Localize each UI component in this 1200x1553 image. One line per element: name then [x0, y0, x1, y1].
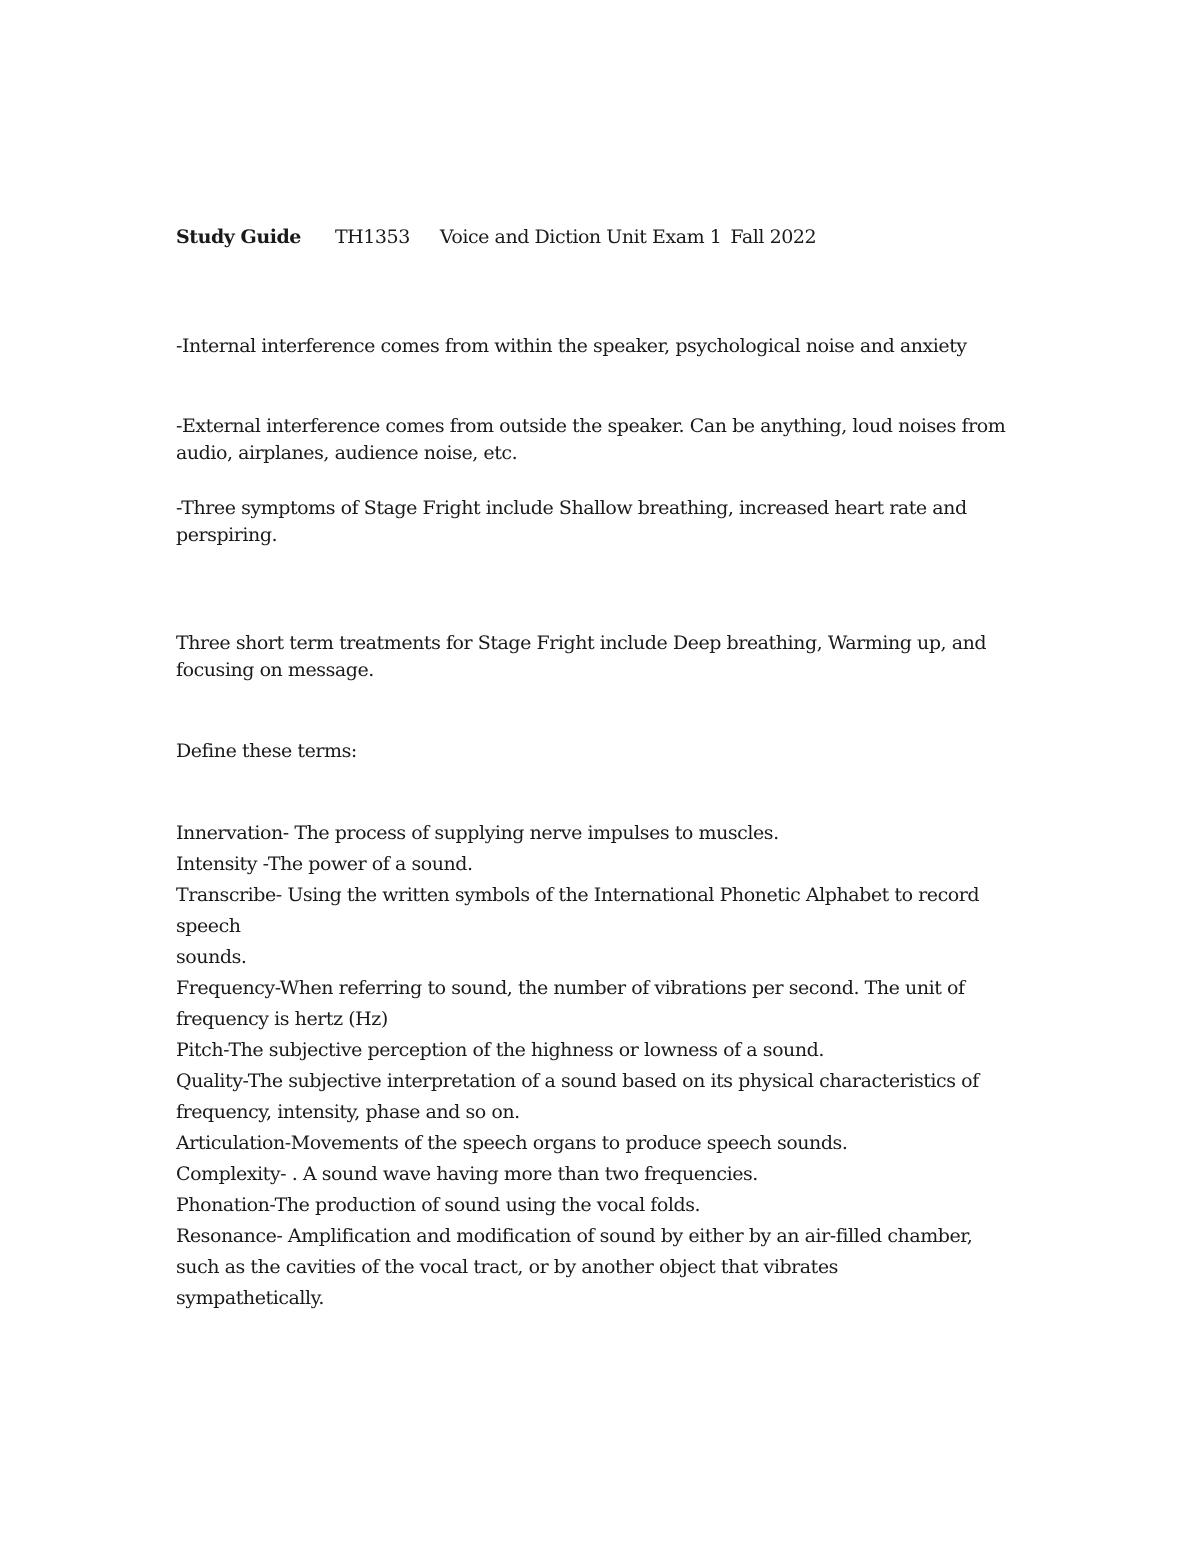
definition-line-transcribe-cont-1: speech	[176, 915, 241, 937]
study-guide-label: Study Guide	[176, 226, 301, 248]
stage-fright-treatments-line-2: focusing on message.	[176, 659, 374, 681]
definition-line-intensity: Intensity -The power of a sound.	[176, 853, 473, 875]
external-interference-paragraph	[176, 413, 1036, 467]
stage-fright-symptoms-paragraph	[176, 495, 1036, 549]
definition-line-frequency-cont: frequency is hertz (Hz)	[176, 1008, 388, 1030]
exam-term: Fall 2022	[730, 226, 817, 248]
definition-line-frequency: Frequency-When referring to sound, the number of vibrations per second. The unit of	[176, 977, 965, 999]
definition-line-pitch: Pitch-The subjective perception of the highness or lowness of a sound.	[176, 1039, 824, 1061]
internal-interference-paragraph	[176, 333, 1036, 360]
definition-line-transcribe-cont-2: sounds.	[176, 946, 247, 968]
define-terms-heading	[176, 738, 1036, 765]
internal-interference-text: -Internal interference comes from within the speaker, psychological noise and anxiety	[176, 335, 967, 357]
definition-line-complexity: Complexity- . A sound wave having more than two frequencies.	[176, 1163, 758, 1185]
definition-line-innervation: Innervation- The process of supplying nerve impulses to muscles.	[176, 822, 779, 844]
definition-line-transcribe: Transcribe- Using the written symbols of the International Phonetic Alphabet to record	[176, 884, 980, 906]
course-code: TH1353	[334, 226, 410, 248]
definitions-list	[176, 818, 1036, 1314]
definition-line-resonance-cont-1: such as the cavities of the vocal tract, or by another object that vibrates	[176, 1256, 838, 1278]
definition-line-resonance: Resonance- Amplification and modification of sound by either by an air-filled chamber,	[176, 1225, 973, 1247]
stage-fright-symptoms-line-2: perspiring.	[176, 524, 278, 546]
external-interference-line-2: audio, airplanes, audience noise, etc.	[176, 442, 518, 464]
definition-line-quality: Quality-The subjective interpretation of a sound based on its physical characteristics of	[176, 1070, 979, 1092]
definition-line-articulation: Articulation-Movements of the speech organs to produce speech sounds.	[176, 1132, 848, 1154]
external-interference-line-1: -External interference comes from outside the speaker. Can be anything, loud noises from	[176, 415, 1006, 437]
definition-line-phonation: Phonation-The production of sound using the vocal folds.	[176, 1194, 701, 1216]
definition-line-quality-cont: frequency, intensity, phase and so on.	[176, 1101, 520, 1123]
document-header	[176, 224, 1036, 251]
stage-fright-treatments-line-1: Three short term treatments for Stage Fright include Deep breathing, Warming up, and	[176, 632, 987, 654]
exam-title: Voice and Diction Unit Exam 1	[439, 226, 722, 248]
define-terms-text: Define these terms:	[176, 740, 357, 762]
stage-fright-symptoms-line-1: -Three symptoms of Stage Fright include Shallow breathing, increased heart rate and	[176, 497, 967, 519]
stage-fright-treatments-paragraph	[176, 630, 1036, 684]
definition-line-resonance-cont-2: sympathetically.	[176, 1287, 324, 1309]
